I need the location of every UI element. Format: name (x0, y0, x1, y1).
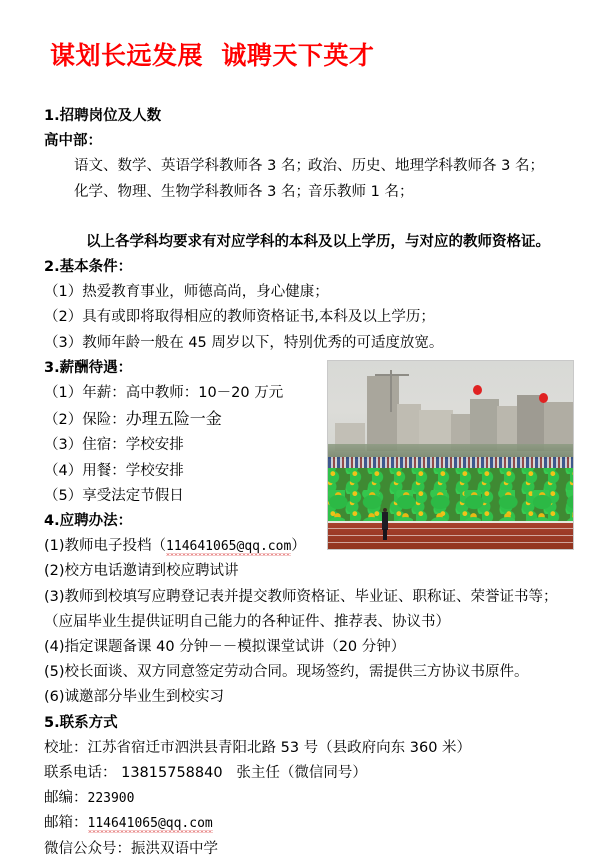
school-event-photo (327, 360, 574, 550)
building-silhouette (367, 376, 399, 451)
section-2-item: （1）热爱教育事业，师德高尚，身心健康； (44, 284, 329, 301)
person-torso (382, 512, 388, 530)
section-4-item: (6)诚邀部分毕业生到校实习 (44, 689, 225, 706)
person-standing-on-track (382, 508, 388, 540)
spectator-crowd (328, 457, 573, 468)
spacer-line (44, 205, 574, 230)
section-3-item: （3）住宿：学校安排 (44, 437, 184, 454)
section-1-subheading: 高中部： (44, 133, 102, 150)
page-title: 谋划长远发展 诚聘天下英才 (50, 41, 375, 70)
section-5-heading: 5.联系方式 (44, 714, 118, 731)
contact-email (44, 811, 574, 836)
performer-group-foreground (328, 490, 573, 523)
section-3-item-label: （2）保险： (44, 412, 126, 429)
section-3-item-emphasis: 办理五险一金 (125, 409, 222, 429)
track-lane-line (328, 528, 573, 529)
section-4-item-prefix: (1)教师电子投档（ (44, 538, 167, 555)
section-3-item: （4）用餐：学校安排 (44, 462, 184, 479)
section-2-item: （2）具有或即将取得相应的教师资格证书,本科及以上学历； (44, 309, 435, 326)
section-4-item: (5)校长面谈、双方同意签定劳动合同。现场签约，需提供三方协议书原件。 (44, 664, 529, 681)
section-4-item: (2)校方电话邀请到校应聘试讲 (44, 563, 239, 580)
wechat-account: 微信公众号：振洪双语中学 (44, 840, 218, 857)
track-lane-line (328, 542, 573, 543)
email-address: 114641065@qq.com (166, 539, 292, 555)
contact-phone: 联系电话： 13815758840 张主任（微信同号） (44, 765, 367, 782)
position-right: 音乐教师 1 名； (308, 183, 414, 200)
section-4-heading: 4.应聘办法： (44, 513, 133, 530)
sports-field (328, 468, 573, 523)
email-value: 114641065@qq.com (87, 816, 213, 832)
section-2-heading: 2.基本条件： (44, 259, 133, 276)
postcode-value: 223900 (87, 791, 135, 807)
position-left: 语文、数学、英语学科教师各 3 名； (74, 158, 310, 175)
position-right: 政治、历史、地理学科教师各 3 名； (308, 158, 544, 175)
position-row (44, 180, 574, 205)
track-lane-line (328, 535, 573, 536)
construction-crane-mast (390, 370, 392, 411)
construction-crane-jib (375, 374, 409, 376)
section-4-item: (3)教师到校填写应聘登记表并提交教师资格证、毕业证、职称证、荣誉证书等； (44, 588, 558, 605)
email-label: 邮箱： (44, 815, 88, 832)
section-3-heading: 3.薪酬待遇： (44, 359, 133, 376)
section-3-item: （5）享受法定节假日 (44, 487, 184, 504)
section-1-note: 以上各学科均要求有对应学科的本科及以上学历，与对应的教师资格证。 (86, 233, 550, 250)
postcode-label: 邮编： (44, 790, 88, 807)
postcode (44, 786, 574, 811)
section-2-item: （3）教师年龄一般在 45 周岁以下，特别优秀的可适度放宽。 (44, 334, 444, 351)
photo-scene (328, 361, 573, 549)
position-row (44, 154, 574, 179)
red-balloon (539, 393, 548, 403)
section-4-item-suffix: ） (291, 538, 306, 555)
section-4-item: (4)指定课题备课 40 分钟－－模拟课堂试讲（20 分钟） (44, 639, 406, 656)
section-3-item: （1）年薪：高中教师：10－20 万元 (44, 385, 284, 402)
section-4-item: （应届毕业生提供证明自己能力的各种证件、推荐表、协议书） (44, 613, 450, 630)
school-address: 校址：江苏省宿迁市泗洪县青阳北路 53 号（县政府向东 360 米） (44, 739, 472, 756)
section-1-heading: 1.招聘岗位及人数 (44, 108, 162, 124)
running-track (328, 523, 573, 549)
position-left: 化学、物理、生物学科教师各 3 名； (74, 183, 310, 200)
person-legs (383, 529, 387, 540)
red-balloon (473, 385, 482, 395)
